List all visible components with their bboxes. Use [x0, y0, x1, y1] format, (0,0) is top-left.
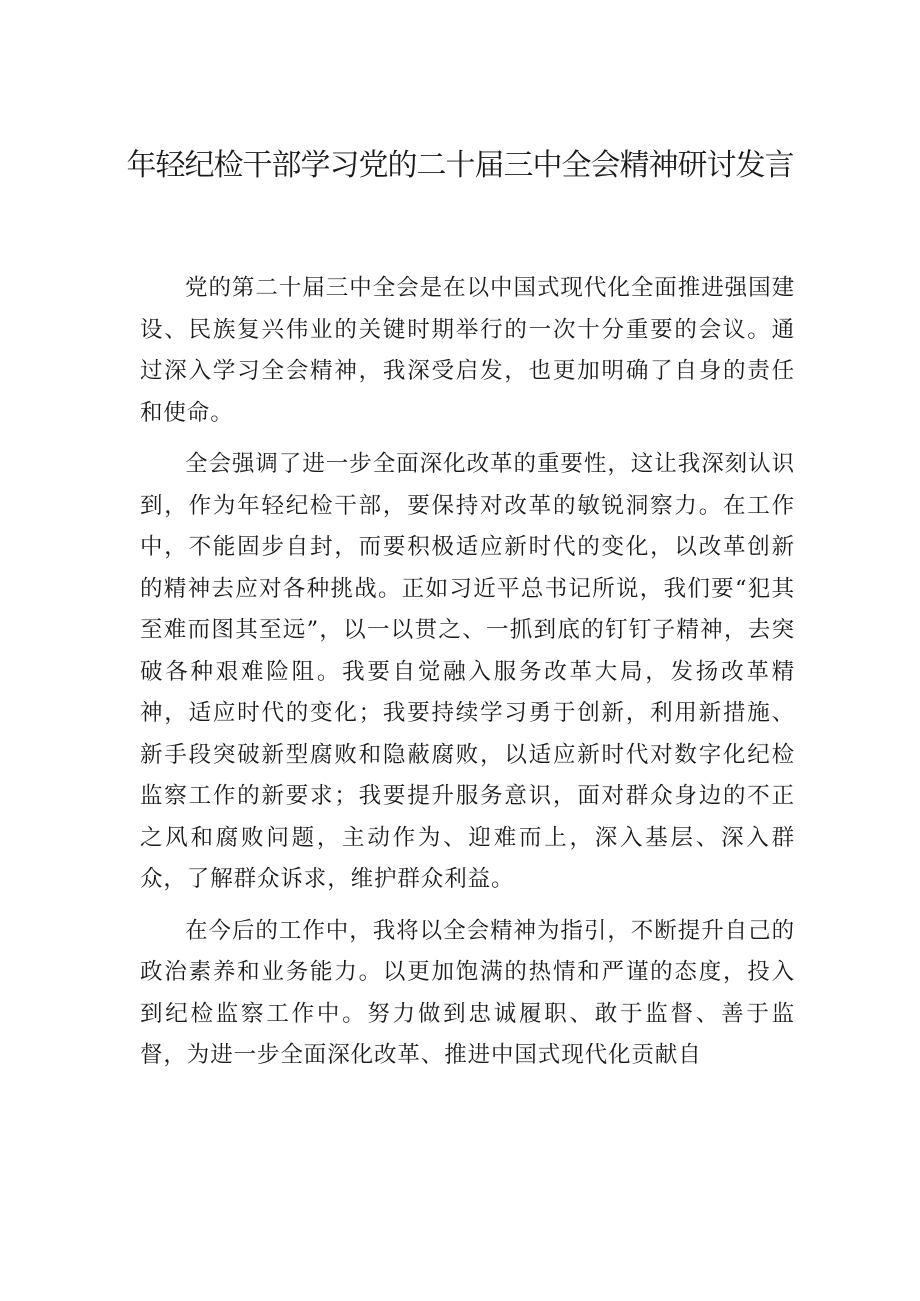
document-body: [140, 268, 795, 1087]
paragraph-2: 全会强调了进一步全面深化改革的重要性，这让我深刻认识到，作为年轻纪检干部，要保持对改革的敏锐洞察力。在工作中，不能固步自封，而要积极适应新时代的变化，以改革创新的精神去应对各种挑战。正如习近平总书记所说，我们要“犯其至难而图其至远”，以一以贯之、一抓到底的钉钉子精神，去突破各种艰难险阻。我要自觉融入服务改革大局，发扬改革精神，适应时代的变化；我要持续学习勇于创新，利用新措施、新手段突破新型腐败和隐蔽腐败，以适应新时代对数字化纪检监察工作的新要求；我要提升服务意识，面对群众身边的不正之风和腐败问题，主动作为、迎难而上，深入基层、深入群众，了解群众诉求，维护群众利益。: [140, 451, 795, 892]
paragraph-3: 在今后的工作中，我将以全会精神为指引，不断提升自己的政治素养和业务能力。以更加饱满的热情和严谨的态度，投入到纪检监察工作中。努力做到忠诚履职、敢于监督、善于监督，为进一步全面深化改革、推进中国式现代化贡献自: [140, 917, 795, 1068]
document-title: 年轻纪检干部学习党的二十届三中全会精神研讨发言: [126, 148, 794, 183]
paragraph-1: 党的第二十届三中全会是在以中国式现代化全面推进强国建设、民族复兴伟业的关键时期举行的一次十分重要的会议。通过深入学习全会精神，我深受启发，也更加明确了自身的责任和使命。: [140, 275, 795, 426]
